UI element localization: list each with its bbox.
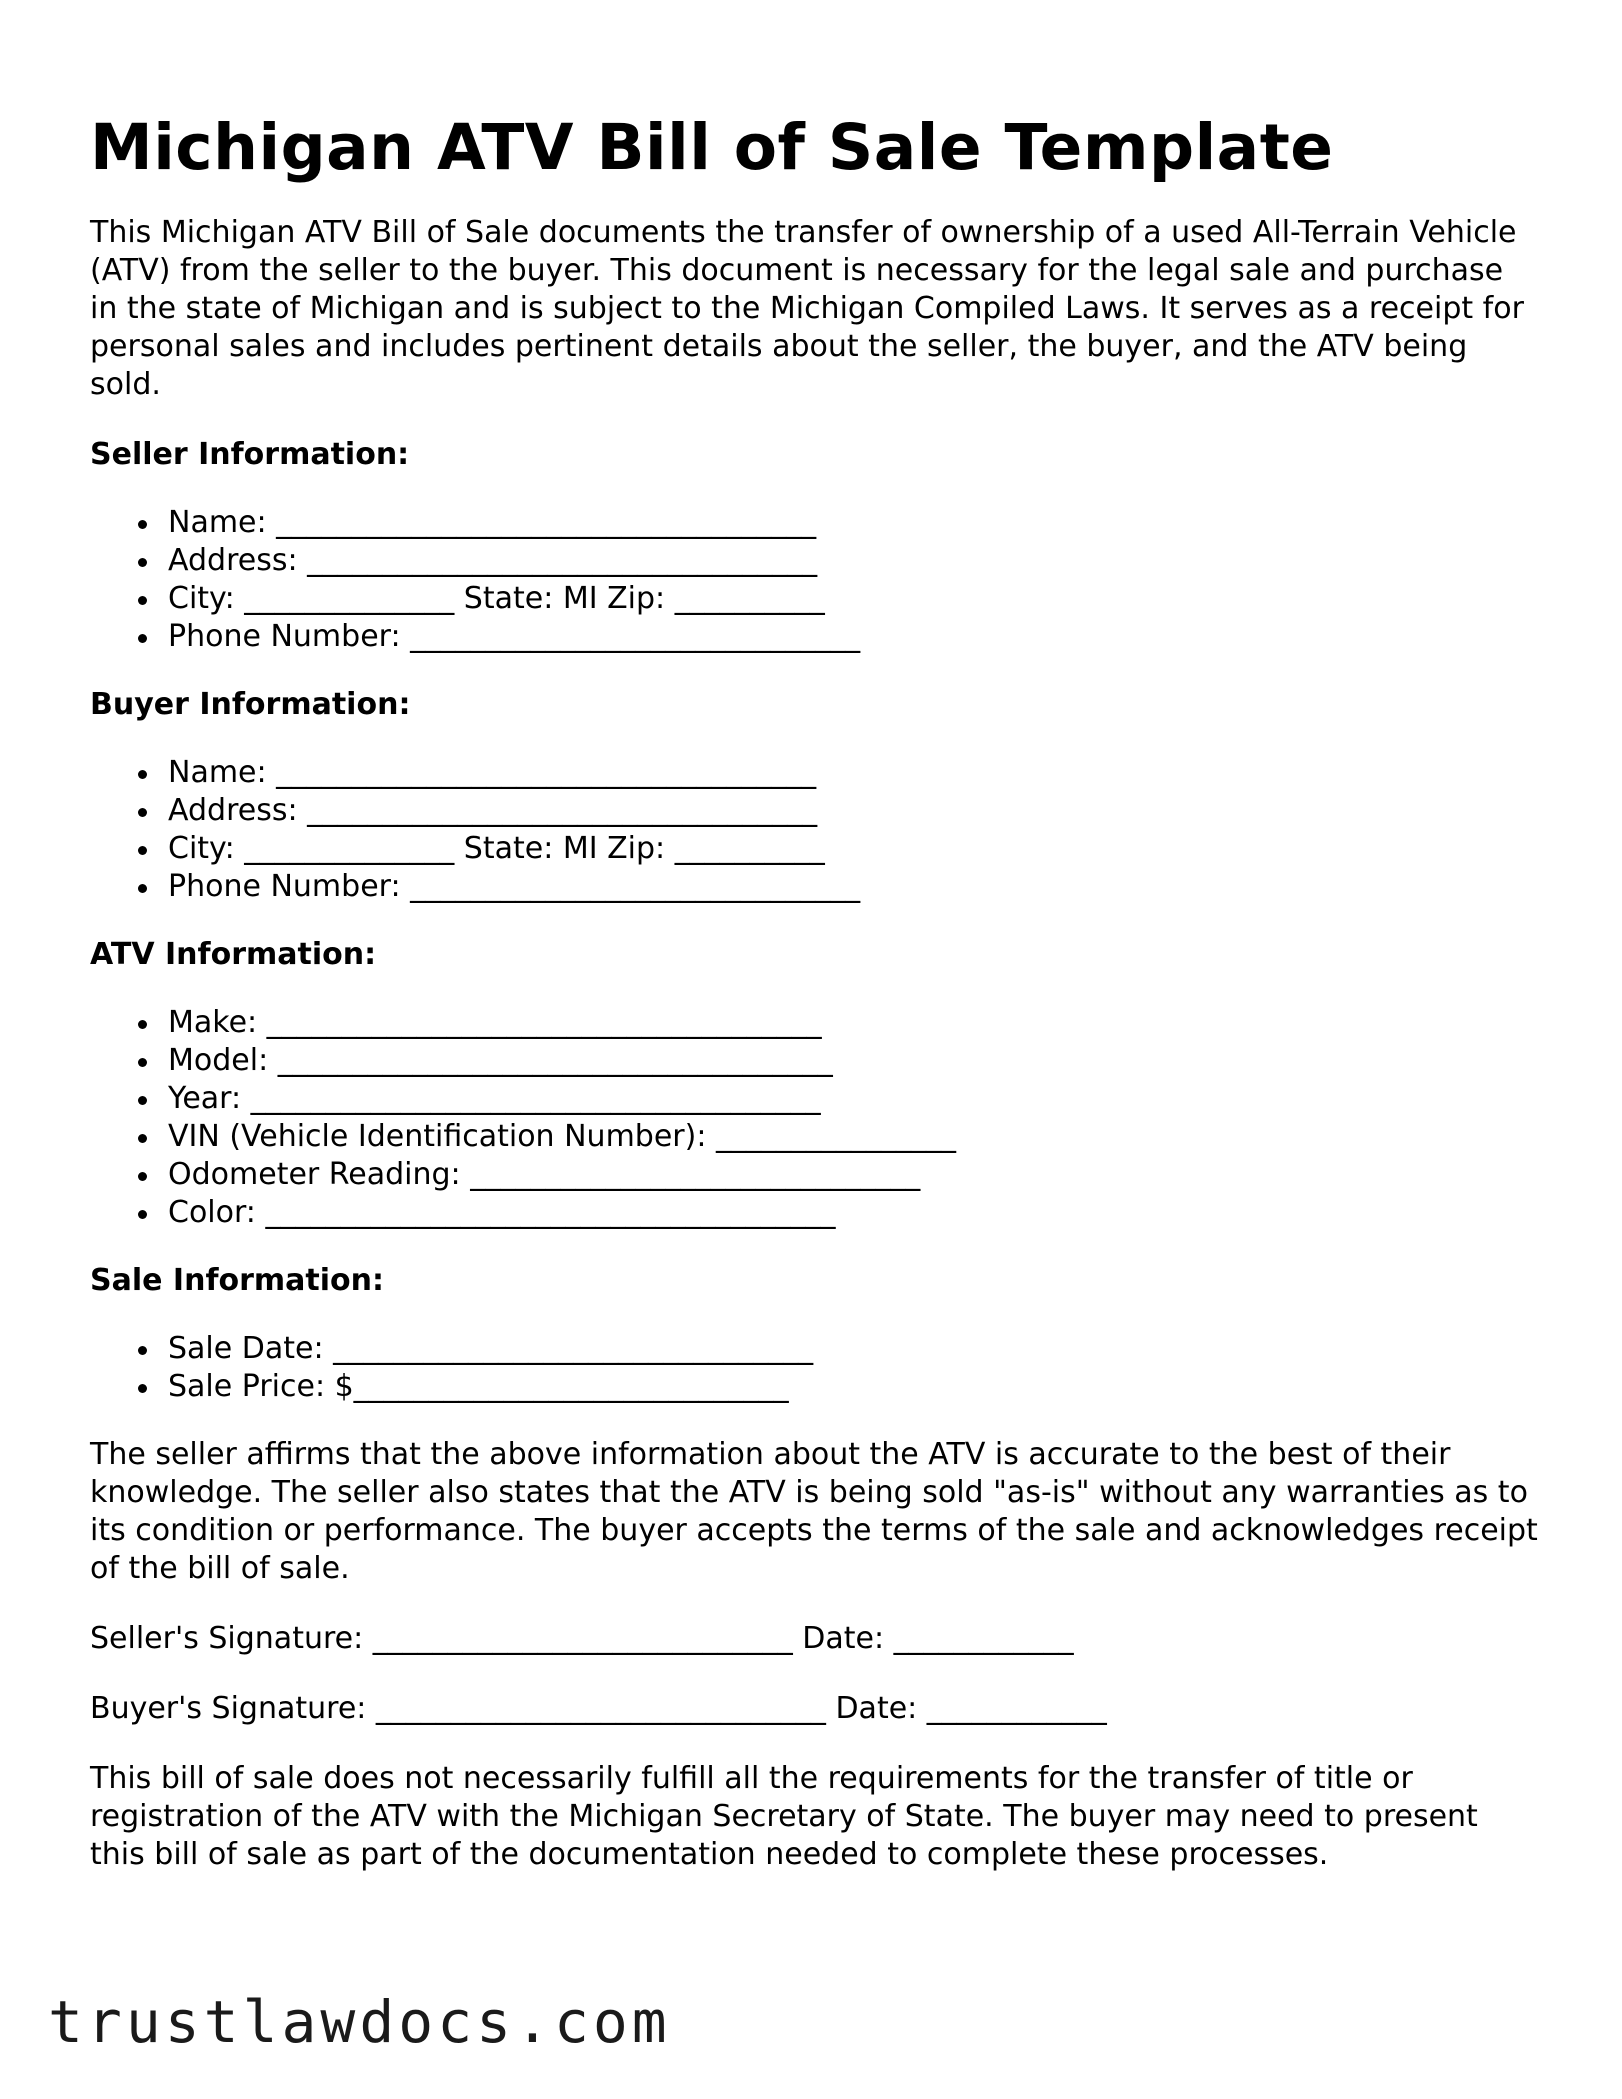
disclaimer-paragraph: This bill of sale does not necessarily fulfill all the requirements for the transfer of title or registration of the ATV with the Michigan Secretary of State. The buyer may need to present this bill of sale as part of the documentation needed to complete these processes. [90, 1761, 1478, 1872]
atv-fields-list [90, 1004, 1540, 1232]
affirmation-paragraph: The seller affirms that the above information about the ATV is accurate to the best of their knowledge. The seller also states that the ATV is being sold "as-is" without any warranties as to its condition or performance. The buyer accepts the terms of the sale and acknowledges receipt of the bill of sale. [90, 1437, 1538, 1586]
atv-section-heading: ATV Information: [90, 937, 377, 972]
seller-phone-field: Phone Number: ______________________________ [130, 618, 1540, 656]
buyer-city-state-zip-field: City: ______________ State: MI Zip: __________ [130, 830, 1540, 868]
atv-vin-field: VIN (Vehicle Identification Number): ________________ [130, 1118, 1540, 1156]
intro-paragraph: This Michigan ATV Bill of Sale documents the transfer of ownership of a used All-Terrain Vehicle (ATV) from the seller to the buyer. This document is necessary for the legal sale and purchase in the state of Michigan and is subject to the Michigan Compiled Laws. It serves as a receipt for personal sales and includes pertinent details about the seller, the buyer, and the ATV being sold. [90, 215, 1524, 402]
sale-section-heading: Sale Information: [90, 1263, 384, 1298]
atv-make-field: Make: _____________________________________ [130, 1004, 1540, 1042]
sale-date-field: Sale Date: ________________________________ [130, 1330, 1540, 1368]
atv-odometer-field: Odometer Reading: ______________________________ [130, 1156, 1540, 1194]
buyer-fields-list [90, 754, 1540, 906]
buyer-phone-field: Phone Number: ______________________________ [130, 868, 1540, 906]
buyer-name-field: Name: ____________________________________ [130, 754, 1540, 792]
document-title: Michigan ATV Bill of Sale Template [90, 111, 1334, 184]
buyer-section-heading: Buyer Information: [90, 687, 411, 722]
sale-price-field: Sale Price: $_____________________________ [130, 1368, 1540, 1406]
atv-model-field: Model: _____________________________________ [130, 1042, 1540, 1080]
seller-signature-line: Seller's Signature: ____________________________ Date: ____________ [90, 1621, 1074, 1656]
site-watermark: trustlawdocs.com [48, 1988, 671, 2056]
seller-fields-list [90, 504, 1540, 656]
seller-city-state-zip-field: City: ______________ State: MI Zip: __________ [130, 580, 1540, 618]
seller-address-field: Address: __________________________________ [130, 542, 1540, 580]
sale-fields-list [90, 1330, 1540, 1406]
seller-section-heading: Seller Information: [90, 437, 410, 472]
atv-year-field: Year: ______________________________________ [130, 1080, 1540, 1118]
seller-name-field: Name: ____________________________________ [130, 504, 1540, 542]
document-page [90, 108, 1540, 1906]
buyer-address-field: Address: __________________________________ [130, 792, 1540, 830]
buyer-signature-line: Buyer's Signature: ______________________________ Date: ____________ [90, 1691, 1107, 1726]
atv-color-field: Color: ______________________________________ [130, 1194, 1540, 1232]
